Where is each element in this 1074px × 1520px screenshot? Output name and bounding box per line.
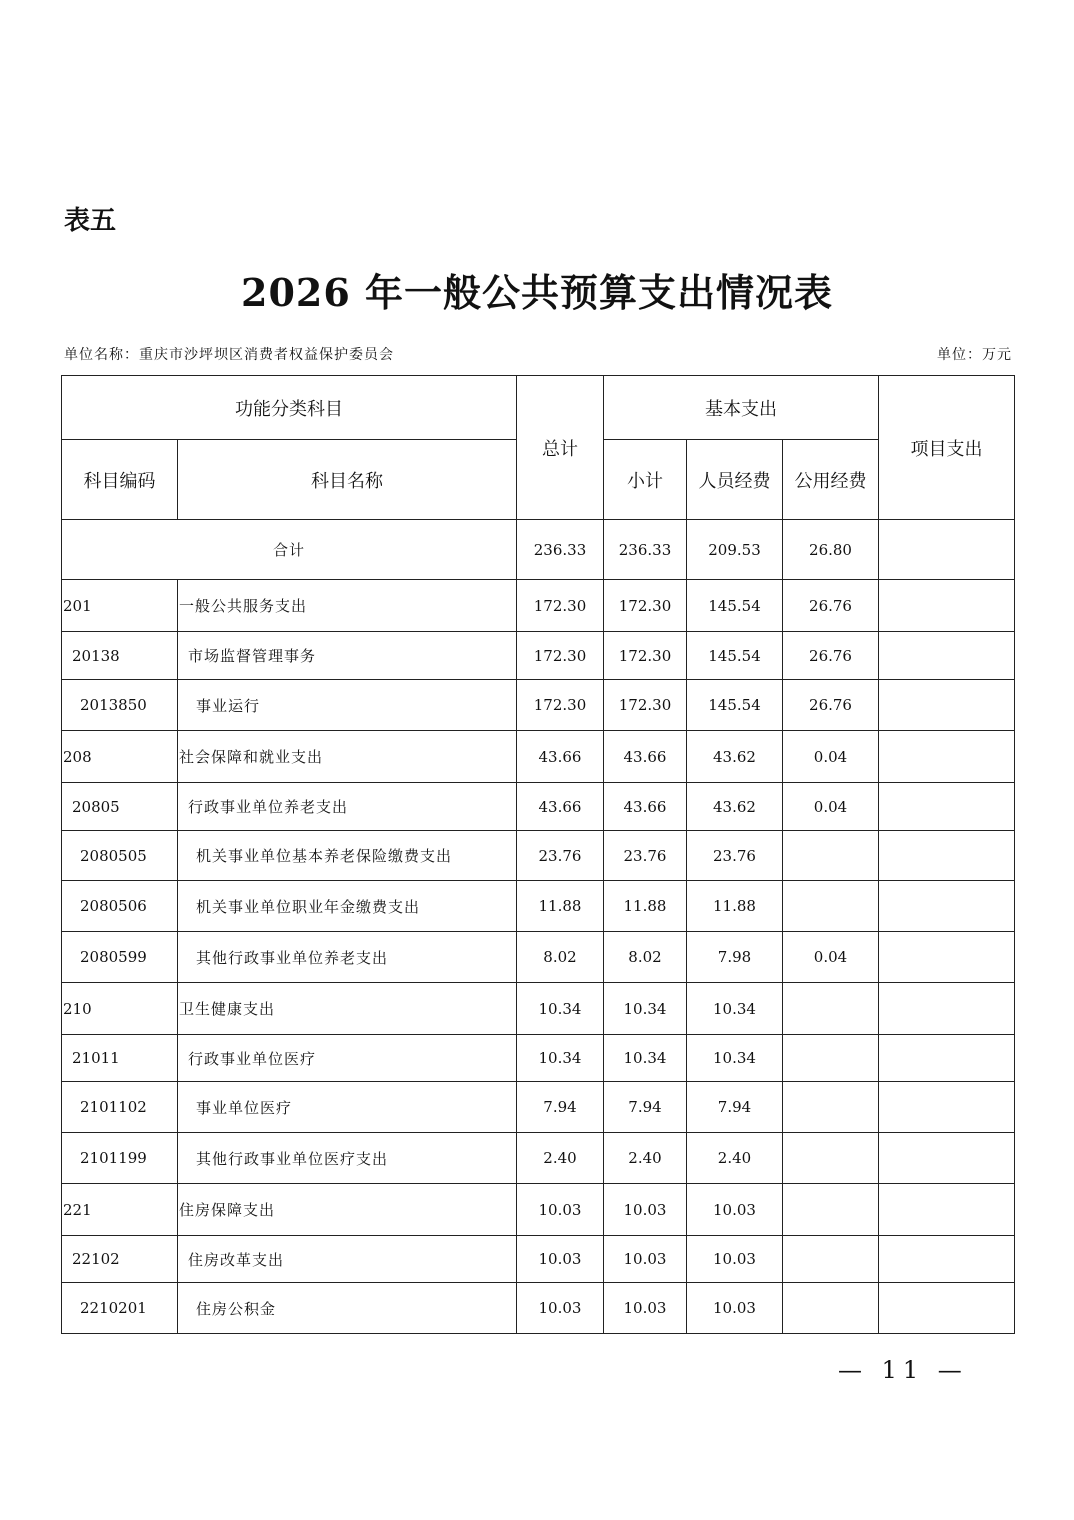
row-project xyxy=(879,1184,1015,1236)
table-row xyxy=(62,1283,1015,1334)
row-project xyxy=(879,932,1015,983)
row-public: 26.76 xyxy=(783,680,879,731)
table-row xyxy=(62,932,1015,983)
row-project xyxy=(879,1283,1015,1334)
row-subtotal: 172.30 xyxy=(604,632,687,680)
row-public xyxy=(783,983,879,1035)
row-public: 0.04 xyxy=(783,932,879,983)
row-code: 201 xyxy=(62,580,178,632)
table-row xyxy=(62,831,1015,881)
row-total: 172.30 xyxy=(517,580,604,632)
row-subtotal: 10.34 xyxy=(604,983,687,1035)
row-project xyxy=(879,1035,1015,1082)
total-project xyxy=(879,520,1015,580)
row-subtotal: 43.66 xyxy=(604,731,687,783)
row-project xyxy=(879,881,1015,932)
header-subject-code: 科目编码 xyxy=(62,440,178,520)
header-public: 公用经费 xyxy=(783,440,879,520)
row-personnel: 7.94 xyxy=(687,1082,783,1133)
table-row xyxy=(62,1035,1015,1082)
row-project xyxy=(879,1133,1015,1184)
row-code: 2013850 xyxy=(62,680,178,731)
header-subject-name: 科目名称 xyxy=(178,440,517,520)
row-public xyxy=(783,831,879,881)
total-subtotal: 236.33 xyxy=(604,520,687,580)
row-code: 2080506 xyxy=(62,881,178,932)
row-name: 事业单位医疗 xyxy=(178,1082,517,1133)
total-personnel: 209.53 xyxy=(687,520,783,580)
row-total: 10.03 xyxy=(517,1283,604,1334)
table-row xyxy=(62,1082,1015,1133)
row-public: 0.04 xyxy=(783,783,879,831)
row-personnel: 10.03 xyxy=(687,1283,783,1334)
row-project xyxy=(879,680,1015,731)
table-row xyxy=(62,731,1015,783)
row-name: 其他行政事业单位养老支出 xyxy=(178,932,517,983)
row-total: 2.40 xyxy=(517,1133,604,1184)
row-total: 172.30 xyxy=(517,680,604,731)
row-subtotal: 10.03 xyxy=(604,1184,687,1236)
row-public xyxy=(783,1133,879,1184)
table-row xyxy=(62,783,1015,831)
row-personnel: 43.62 xyxy=(687,731,783,783)
row-total: 10.03 xyxy=(517,1184,604,1236)
row-subtotal: 11.88 xyxy=(604,881,687,932)
total-public: 26.80 xyxy=(783,520,879,580)
row-name: 行政事业单位医疗 xyxy=(178,1035,517,1082)
row-public xyxy=(783,1283,879,1334)
row-total: 10.03 xyxy=(517,1236,604,1283)
row-code: 2080505 xyxy=(62,831,178,881)
row-total: 23.76 xyxy=(517,831,604,881)
row-total: 172.30 xyxy=(517,632,604,680)
row-personnel: 145.54 xyxy=(687,580,783,632)
row-code: 20805 xyxy=(62,783,178,831)
header-total: 总计 xyxy=(517,376,604,520)
row-personnel: 43.62 xyxy=(687,783,783,831)
row-code: 22102 xyxy=(62,1236,178,1283)
row-name: 机关事业单位基本养老保险缴费支出 xyxy=(178,831,517,881)
row-project xyxy=(879,983,1015,1035)
header-project-expenditure: 项目支出 xyxy=(879,376,1015,520)
table-label: 表五 xyxy=(64,206,117,236)
row-public xyxy=(783,1236,879,1283)
unit-label: 单位：万元 xyxy=(937,347,1012,363)
row-code: 21011 xyxy=(62,1035,178,1082)
row-public xyxy=(783,1082,879,1133)
row-public xyxy=(783,1035,879,1082)
table-row xyxy=(62,983,1015,1035)
row-project xyxy=(879,632,1015,680)
table-row xyxy=(62,680,1015,731)
table-row xyxy=(62,632,1015,680)
total-label: 合计 xyxy=(62,520,517,580)
row-personnel: 10.34 xyxy=(687,983,783,1035)
row-subtotal: 43.66 xyxy=(604,783,687,831)
row-code: 208 xyxy=(62,731,178,783)
header-basic-expenditure: 基本支出 xyxy=(604,376,879,440)
row-code: 20138 xyxy=(62,632,178,680)
row-subtotal: 2.40 xyxy=(604,1133,687,1184)
row-name: 住房保障支出 xyxy=(178,1184,517,1236)
row-total: 10.34 xyxy=(517,983,604,1035)
page-number: — 11 — xyxy=(838,1356,968,1384)
row-subtotal: 23.76 xyxy=(604,831,687,881)
total-total: 236.33 xyxy=(517,520,604,580)
row-name: 其他行政事业单位医疗支出 xyxy=(178,1133,517,1184)
row-name: 事业运行 xyxy=(178,680,517,731)
row-personnel: 145.54 xyxy=(687,680,783,731)
row-name: 社会保障和就业支出 xyxy=(178,731,517,783)
row-personnel: 10.34 xyxy=(687,1035,783,1082)
row-total: 7.94 xyxy=(517,1082,604,1133)
row-name: 机关事业单位职业年金缴费支出 xyxy=(178,881,517,932)
row-code: 221 xyxy=(62,1184,178,1236)
row-subtotal: 8.02 xyxy=(604,932,687,983)
header-subtotal: 小计 xyxy=(604,440,687,520)
row-subtotal: 10.03 xyxy=(604,1283,687,1334)
row-public: 26.76 xyxy=(783,580,879,632)
header-personnel: 人员经费 xyxy=(687,440,783,520)
header-functional-category: 功能分类科目 xyxy=(62,376,517,440)
row-public: 26.76 xyxy=(783,632,879,680)
row-code: 2101199 xyxy=(62,1133,178,1184)
row-public: 0.04 xyxy=(783,731,879,783)
row-name: 一般公共服务支出 xyxy=(178,580,517,632)
row-name: 行政事业单位养老支出 xyxy=(178,783,517,831)
row-public xyxy=(783,1184,879,1236)
row-subtotal: 172.30 xyxy=(604,580,687,632)
table-row xyxy=(62,1236,1015,1283)
row-name: 卫生健康支出 xyxy=(178,983,517,1035)
row-total: 43.66 xyxy=(517,731,604,783)
row-subtotal: 172.30 xyxy=(604,680,687,731)
row-subtotal: 10.03 xyxy=(604,1236,687,1283)
row-total: 11.88 xyxy=(517,881,604,932)
row-total: 10.34 xyxy=(517,1035,604,1082)
row-project xyxy=(879,580,1015,632)
row-total: 8.02 xyxy=(517,932,604,983)
row-code: 2101102 xyxy=(62,1082,178,1133)
row-personnel: 11.88 xyxy=(687,881,783,932)
row-personnel: 7.98 xyxy=(687,932,783,983)
row-project xyxy=(879,783,1015,831)
row-project xyxy=(879,731,1015,783)
row-total: 43.66 xyxy=(517,783,604,831)
unit-name: 单位名称：重庆市沙坪坝区消费者权益保护委员会 xyxy=(64,347,394,363)
row-subtotal: 7.94 xyxy=(604,1082,687,1133)
row-project xyxy=(879,1082,1015,1133)
row-project xyxy=(879,1236,1015,1283)
total-row xyxy=(62,520,1015,580)
table-row xyxy=(62,1184,1015,1236)
row-personnel: 23.76 xyxy=(687,831,783,881)
row-name: 市场监督管理事务 xyxy=(178,632,517,680)
row-name: 住房改革支出 xyxy=(178,1236,517,1283)
row-personnel: 10.03 xyxy=(687,1184,783,1236)
page-title: 2026 年一般公共预算支出情况表 xyxy=(241,270,833,315)
row-personnel: 145.54 xyxy=(687,632,783,680)
row-code: 2210201 xyxy=(62,1283,178,1334)
table-row xyxy=(62,580,1015,632)
row-code: 2080599 xyxy=(62,932,178,983)
row-code: 210 xyxy=(62,983,178,1035)
row-personnel: 2.40 xyxy=(687,1133,783,1184)
table-row xyxy=(62,1133,1015,1184)
table-row xyxy=(62,881,1015,932)
row-project xyxy=(879,831,1015,881)
row-name: 住房公积金 xyxy=(178,1283,517,1334)
row-subtotal: 10.34 xyxy=(604,1035,687,1082)
budget-table xyxy=(61,375,1015,1334)
row-public xyxy=(783,881,879,932)
row-personnel: 10.03 xyxy=(687,1236,783,1283)
